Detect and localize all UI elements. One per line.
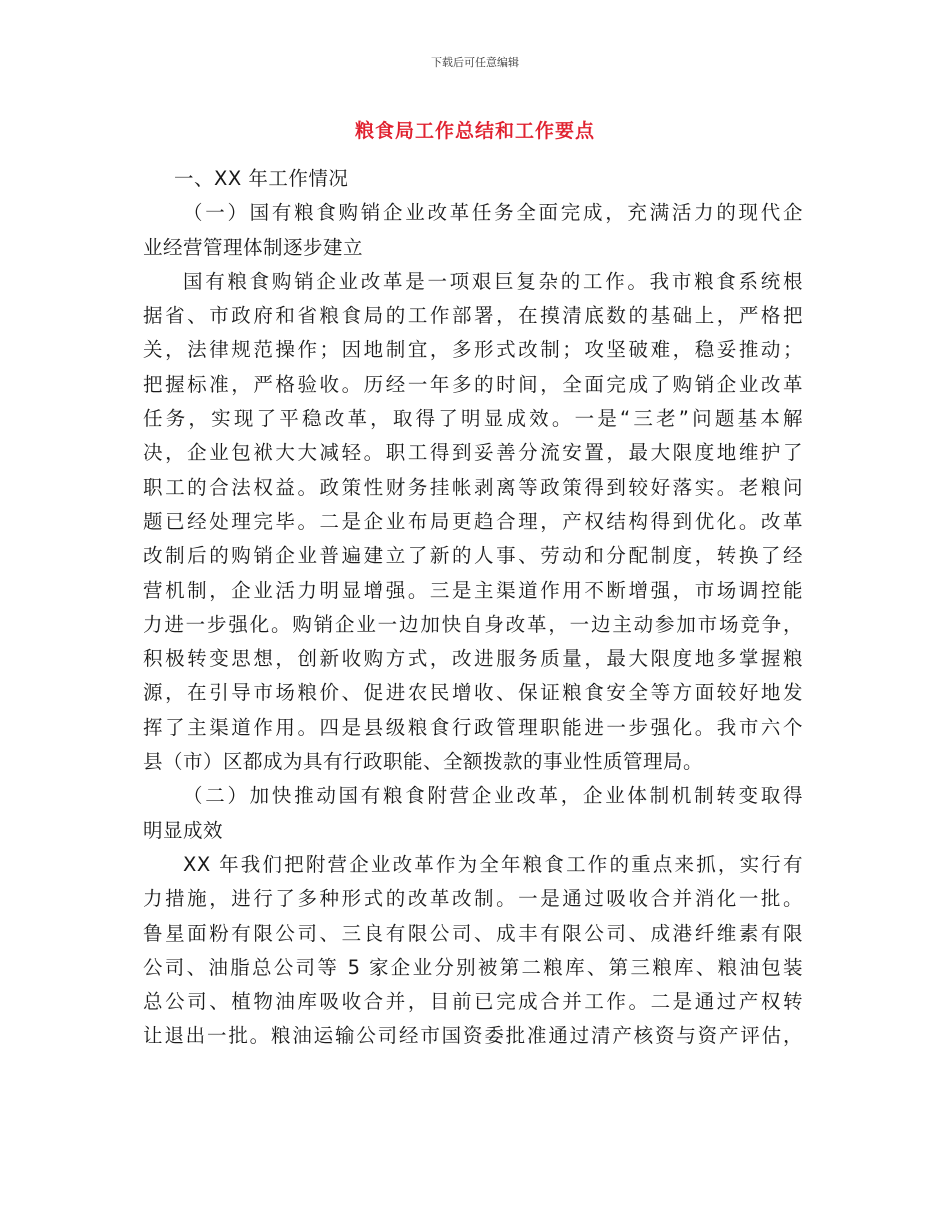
paragraph-line: 力进一步强化。购销企业一边加快自身改革，一边主动参加市场竞争， — [143, 612, 803, 636]
subsection-heading-cont: 业经营管理体制逐步建立 — [143, 235, 364, 259]
subsection-heading-cont: 明显成效 — [143, 818, 224, 842]
paragraph-line: 国有粮食购销企业改革是一项艰巨复杂的工作。我市粮食系统根 — [183, 269, 803, 293]
paragraph-line: 公司、油脂总公司等 5 家企业分别被第二粮库、第三粮库、粮油包装 — [143, 955, 803, 979]
paragraph-line: 让退出一批。粮油运输公司经市国资委批准通过清产核资与资产评估， — [143, 1024, 803, 1048]
paragraph-line: 职工的合法权益。政策性财务挂帐剥离等政策得到较好落实。老粮问 — [143, 475, 803, 499]
paragraph-line: 积极转变思想，创新收购方式，改进服务质量，最大限度地多掌握粮 — [143, 647, 803, 671]
paragraph-line: 总公司、植物油库吸收合并，目前已完成合并工作。二是通过产权转 — [143, 990, 803, 1014]
paragraph-line: 鲁星面粉有限公司、三良有限公司、成丰有限公司、成港纤维素有限 — [143, 921, 803, 945]
paragraph-line: 任务，实现了平稳改革，取得了明显成效。一是“三老”问题基本解 — [143, 407, 803, 431]
document-body — [143, 162, 803, 1054]
subsection-heading: （一）国有粮食购销企业改革任务全面完成，充满活力的现代企 — [183, 201, 803, 225]
paragraph-line: 关，法律规范操作；因地制宜，多形式改制；攻坚破难，稳妥推动； — [143, 338, 803, 362]
paragraph-line: 题已经处理完毕。二是企业布局更趋合理，产权结构得到优化。改革 — [143, 509, 803, 533]
paragraph-line: 县（市）区都成为具有行政职能、全额拨款的事业性质管理局。 — [143, 750, 704, 774]
paragraph-line: 源，在引导市场粮价、促进农民增收、保证粮食安全等方面较好地发 — [143, 681, 803, 705]
section-heading: 一、XX 年工作情况 — [174, 167, 349, 190]
subsection-heading: （二）加快推动国有粮食附营企业改革，企业体制机制转变取得 — [183, 784, 803, 808]
paragraph-line: 挥了主渠道作用。四是县级粮食行政管理职能进一步强化。我市六个 — [143, 715, 803, 739]
paragraph-line: 改制后的购销企业普遍建立了新的人事、劳动和分配制度，转换了经 — [143, 544, 803, 568]
paragraph-line: 营机制，企业活力明显增强。三是主渠道作用不断增强，市场调控能 — [143, 578, 803, 602]
paragraph-line: 把握标准，严格验收。历经一年多的时间，全面完成了购销企业改革 — [143, 372, 803, 396]
document-title: 粮食局工作总结和工作要点 — [354, 120, 595, 142]
paragraph-line: 据省、市政府和省粮食局的工作部署，在摸清底数的基础上，严格把 — [143, 304, 803, 328]
paragraph-line: XX 年我们把附营企业改革作为全年粮食工作的重点来抓，实行有 — [183, 852, 803, 876]
page-header: 下载后可任意编辑 — [431, 56, 519, 69]
paragraph-line: 决，企业包袱大大减轻。职工得到妥善分流安置，最大限度地维护了 — [143, 441, 803, 465]
paragraph-line: 力措施，进行了多种形式的改革改制。一是通过吸收合并消化一批。 — [143, 887, 803, 911]
